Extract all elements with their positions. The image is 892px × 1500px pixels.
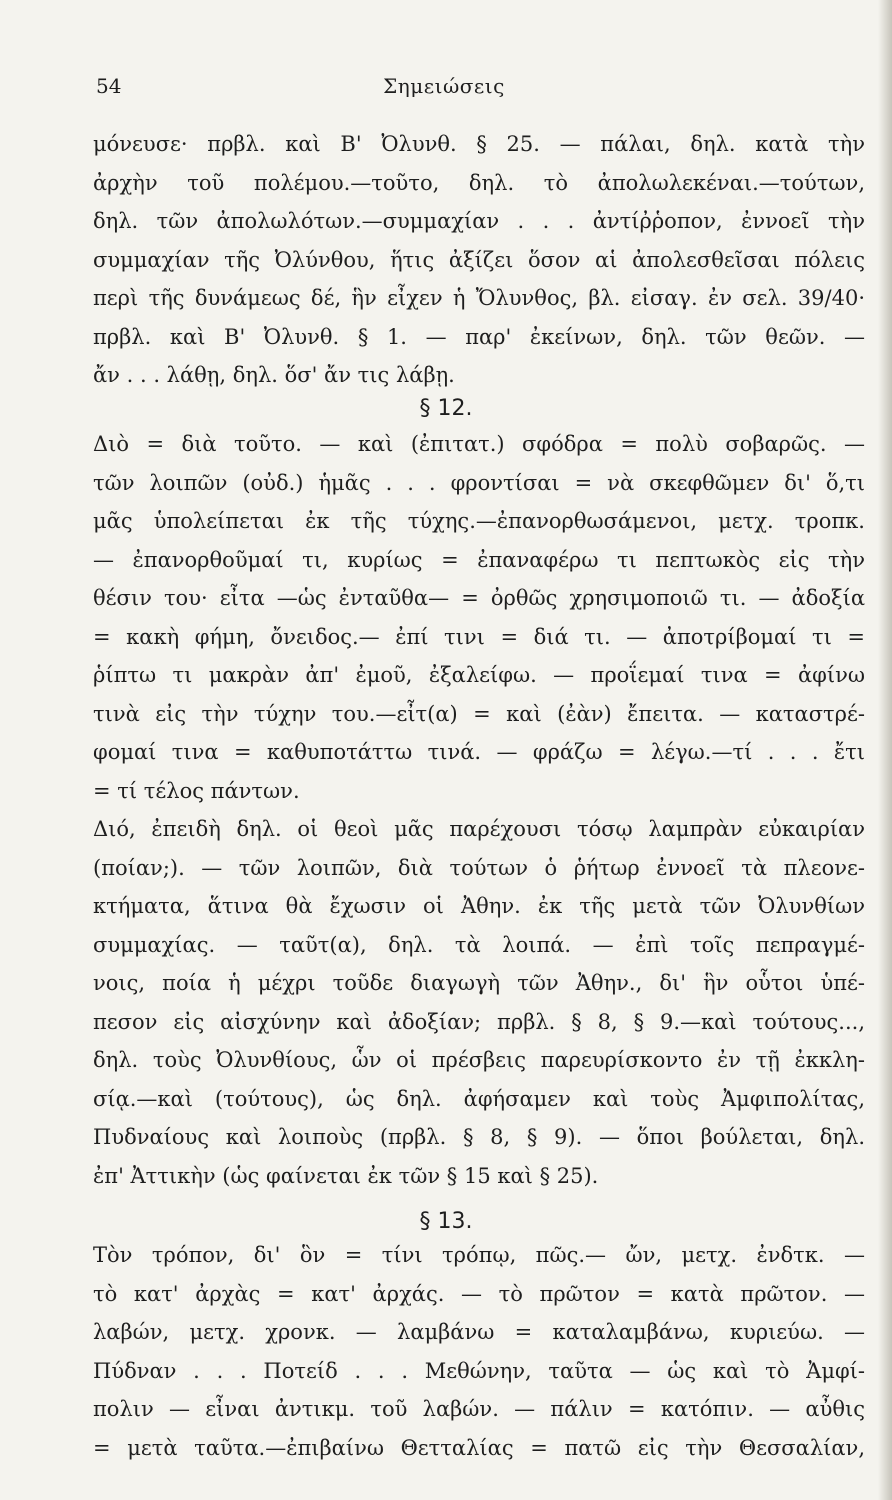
text-line: (ποίαν;). — τῶν λοιπῶν, διὰ τούτων ὁ ῥήτωρ ἐννοεῖ τὰ πλεονε- — [93, 855, 865, 880]
text-line: λαβών, μετχ. χρονκ. — λαμβάνω = καταλαμβάνω, κυριεύω. — — [93, 1320, 865, 1344]
notes-block-1 — [93, 125, 865, 395]
text-line: συμμαχίαν τῆς Ὀλύνθου, ἥτις ἀξίζει ὅσον αἱ ἀπολεσθεῖσαι πόλεις — [93, 247, 865, 272]
text-line: περὶ τῆς δυνάμεως δέ, ἣν εἶχεν ἡ Ὄλυνθος, βλ. εἰσαγ. ἐν σελ. 39/40· — [93, 286, 865, 310]
text-line: τῶν λοιπῶν (οὐδ.) ἡμᾶς . . . φροντίσαι = νὰ σκεφθῶμεν δι' ὅ,τι — [93, 470, 865, 495]
text-line: ἐπ' Ἀττικὴν (ὡς φαίνεται ἐκ τῶν § 15 καὶ § 25). — [93, 1163, 599, 1188]
text-line: πρβλ. καὶ Β' Ὀλυνθ. § 1. — παρ' ἐκείνων, δηλ. τῶν θεῶν. — — [93, 324, 865, 349]
text-line: σίᾳ.—καὶ (τούτους), ὡς δηλ. ἀφήσαμεν καὶ τοὺς Ἀμφιπολίτας, — [93, 1086, 865, 1111]
text-line: ῥίπτω τι μακρὰν ἀπ' ἐμοῦ, ἐξαλείφω. — προΐεμαί τινα = ἀφίνω — [93, 663, 865, 687]
text-line: Πυδναίους καὶ λοιποὺς (πρβλ. § 8, § 9). — ὅποι βούλεται, δηλ. — [93, 1125, 865, 1149]
page-header — [96, 74, 792, 104]
page-edge — [878, 0, 892, 1500]
text-line: Πύδναν . . . Ποτείδ . . . Μεθώνην, ταῦτα — ὡς καὶ τὸ Ἀμφί- — [93, 1358, 865, 1383]
text-line: = τί τέλος πάντων. — [93, 778, 300, 803]
page-number: 54 — [96, 74, 122, 98]
text-line: κτήματα, ἅτινα θὰ ἔχωσιν οἱ Ἀθην. ἐκ τῆς μετὰ τῶν Ὀλυνθίων — [93, 894, 865, 918]
section-heading-13: § 13. — [419, 1209, 473, 1234]
text-line: συμμαχίας. — ταῦτ(α), δηλ. τὰ λοιπά. — ἐπὶ τοῖς πεπραγμέ- — [93, 932, 865, 957]
text-line: = μετὰ ταῦτα.—ἐπιβαίνω Θετταλίας = πατῶ εἰς τὴν Θεσσαλίαν, — [93, 1435, 865, 1460]
text-line: ἄν . . . λάθῃ, δηλ. ὅσ' ἄν τις λάβῃ. — [93, 363, 455, 387]
text-line: μόνευσε· πρβλ. καὶ Β' Ὀλυνθ. § 25. — πάλαι, δηλ. κατὰ τὴν — [93, 132, 865, 156]
text-line: δηλ. τοὺς Ὀλυνθίους, ὧν οἱ πρέσβεις παρευρίσκοντο ἐν τῇ ἐκκλη- — [93, 1048, 865, 1072]
text-line: νοις, ποία ἡ μέχρι τοῦδε διαγωγὴ τῶν Ἀθην., δι' ἣν οὗτοι ὑπέ- — [93, 971, 865, 995]
text-line: φομαί τινα = καθυποτάττω τινά. — φράζω = λέγω.—τί . . . ἔτι — [93, 740, 865, 764]
text-line: τὸ κατ' ἀρχὰς = κατ' ἀρχάς. — τὸ πρῶτον = κατὰ πρῶτον. — — [93, 1281, 865, 1306]
text-line: πεσον εἰς αἰσχύνην καὶ ἀδοξίαν; πρβλ. § 8, § 9.—καὶ τούτους..., — [93, 1009, 865, 1034]
text-line: = κακὴ φήμη, ὄνειδος.— ἐπί τινι = διά τι. — ἀποτρίβομαί τι = — [93, 624, 865, 649]
text-line: θέσιν του· εἶτα —ὡς ἐνταῦθα— = ὀρθῶς χρησιμοποιῶ τι. — ἀδοξία — [93, 586, 865, 610]
text-line: — ἐπανορθοῦμαί τι, κυρίως = ἐπαναφέρω τι πεπτωκὸς εἰς τὴν — [93, 547, 865, 572]
notes-block-2 — [93, 425, 865, 1195]
running-title: Σημειώσεις — [383, 74, 505, 98]
text-line: Διό, ἐπειδὴ δηλ. οἱ θεοὶ μᾶς παρέχουσι τόσῳ λαμπρὰν εὐκαιρίαν — [93, 817, 865, 841]
notes-block-3 — [93, 1236, 865, 1467]
text-line: πολιν — εἶναι ἀντικμ. τοῦ λαβών. — πάλιν = κατόπιν. — αὖθις — [93, 1397, 865, 1421]
text-line: Τὸν τρόπον, δι' ὃν = τίνι τρόπῳ, πῶς.— ὤν, μετχ. ἐνδτκ. — — [93, 1243, 865, 1267]
text-line: ἀρχὴν τοῦ πολέμου.—τοῦτο, δηλ. τὸ ἀπολωλεκέναι.—τούτων, — [93, 170, 865, 195]
text-line: Διὸ = διὰ τοῦτο. — καὶ (ἐπιτατ.) σφόδρα = πολὺ σοβαρῶς. — — [93, 432, 865, 456]
section-heading-12: § 12. — [419, 396, 473, 421]
text-line: μᾶς ὑπολείπεται ἐκ τῆς τύχης.—ἐπανορθωσάμενοι, μετχ. τροπκ. — [93, 509, 865, 533]
text-line: δηλ. τῶν ἀπολωλότων.—συμμαχίαν . . . ἀντίῤῥοπον, ἐννοεῖ τὴν — [93, 209, 865, 233]
text-line: τινὰ εἰς τὴν τύχην του.—εἶτ(α) = καὶ (ἐὰν) ἔπειτα. — καταστρέ- — [93, 701, 865, 726]
